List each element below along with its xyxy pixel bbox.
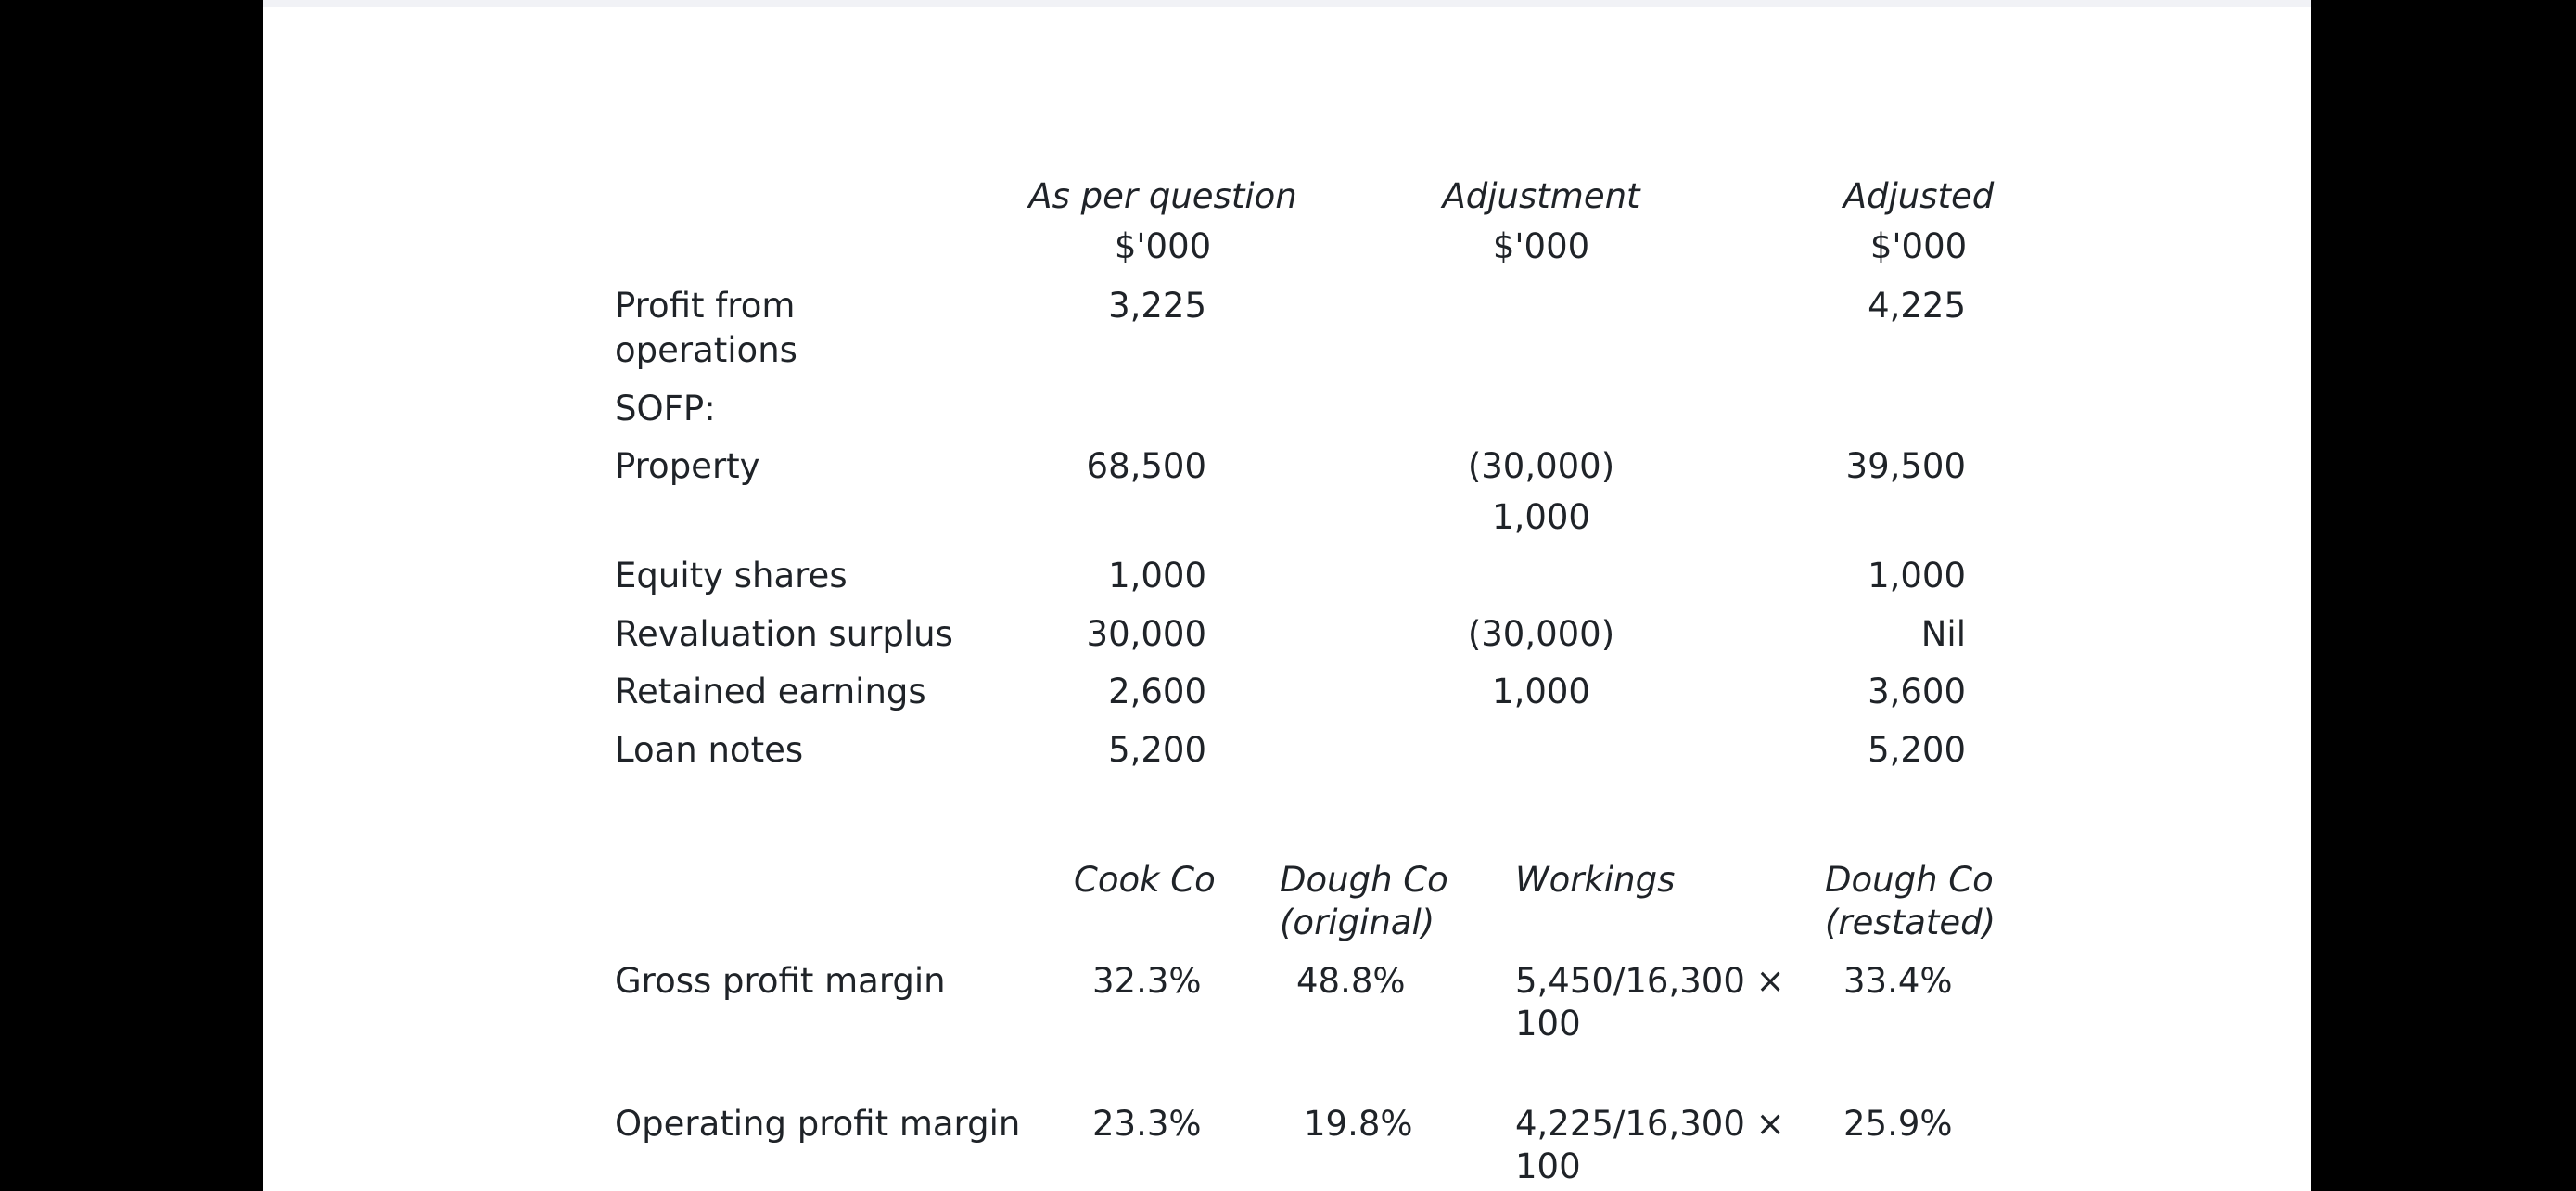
t1-cell: 5,200 xyxy=(1868,730,1966,770)
t2-cell: 25.9% xyxy=(1843,1104,1953,1144)
t1-header-as-per-question: As per question xyxy=(1028,176,1297,216)
t2-header-dough-original: Dough Co xyxy=(1280,860,1448,900)
t1-cell: 5,200 xyxy=(1108,730,1206,770)
t1-row-label: Profit from xyxy=(615,286,796,326)
t2-cell: 4,225/16,300 × xyxy=(1515,1104,1785,1144)
document-page xyxy=(263,0,2311,1191)
t2-row-label: Gross profit margin xyxy=(615,961,946,1001)
t2-cell: 5,450/16,300 × xyxy=(1515,961,1785,1001)
t1-row-label: SOFP: xyxy=(615,389,716,429)
t2-cell: 100 xyxy=(1515,1146,1581,1186)
t1-header-adjusted-unit: $'000 xyxy=(1869,226,1968,266)
t2-cell: 100 xyxy=(1515,1004,1581,1044)
t2-cell: 33.4% xyxy=(1843,961,1953,1001)
t1-cell: (30,000) xyxy=(1467,614,1615,654)
t1-cell: 1,000 xyxy=(1108,556,1206,596)
t2-header-workings: Workings xyxy=(1515,860,1676,900)
t1-header-adjustment: Adjustment xyxy=(1442,176,1640,216)
t2-header-dough-restated-sub: (restated) xyxy=(1825,903,1996,942)
t1-header-adjusted: Adjusted xyxy=(1843,176,1995,216)
t1-cell: 1,000 xyxy=(1492,497,1590,537)
t1-row-label: Loan notes xyxy=(615,730,804,770)
t2-header-dough-restated: Dough Co xyxy=(1825,860,1994,900)
t1-cell: 39,500 xyxy=(1845,446,1966,486)
t1-cell: 3,225 xyxy=(1108,286,1206,326)
t2-row-label: Operating profit margin xyxy=(615,1104,1021,1144)
t1-cell: 30,000 xyxy=(1086,614,1206,654)
t1-cell: 2,600 xyxy=(1108,672,1206,711)
t1-row-label: Revaluation surplus xyxy=(615,614,953,654)
t1-row-label: Property xyxy=(615,446,760,486)
t1-row-label: operations xyxy=(615,330,797,370)
t2-cell: 32.3% xyxy=(1092,961,1202,1001)
t1-row-label: Retained earnings xyxy=(615,672,926,711)
t1-cell: (30,000) xyxy=(1467,446,1615,486)
t2-header-dough-original-sub: (original) xyxy=(1280,903,1435,942)
t1-header-adjustment-unit: $'000 xyxy=(1492,226,1590,266)
t1-cell: 3,600 xyxy=(1868,672,1966,711)
t1-cell: Nil xyxy=(1920,614,1966,654)
t1-header-as-per-question-unit: $'000 xyxy=(1114,226,1212,266)
top-rule xyxy=(263,0,2311,7)
t2-cell: 23.3% xyxy=(1092,1104,1202,1144)
t1-cell: 4,225 xyxy=(1868,286,1966,326)
t2-cell: 48.8% xyxy=(1296,961,1406,1001)
t1-cell: 68,500 xyxy=(1086,446,1206,486)
t1-row-label: Equity shares xyxy=(615,556,848,596)
t1-cell: 1,000 xyxy=(1868,556,1966,596)
t2-cell: 19.8% xyxy=(1304,1104,1413,1144)
t1-cell: 1,000 xyxy=(1492,672,1590,711)
t2-header-cook-co: Cook Co xyxy=(1074,860,1216,900)
